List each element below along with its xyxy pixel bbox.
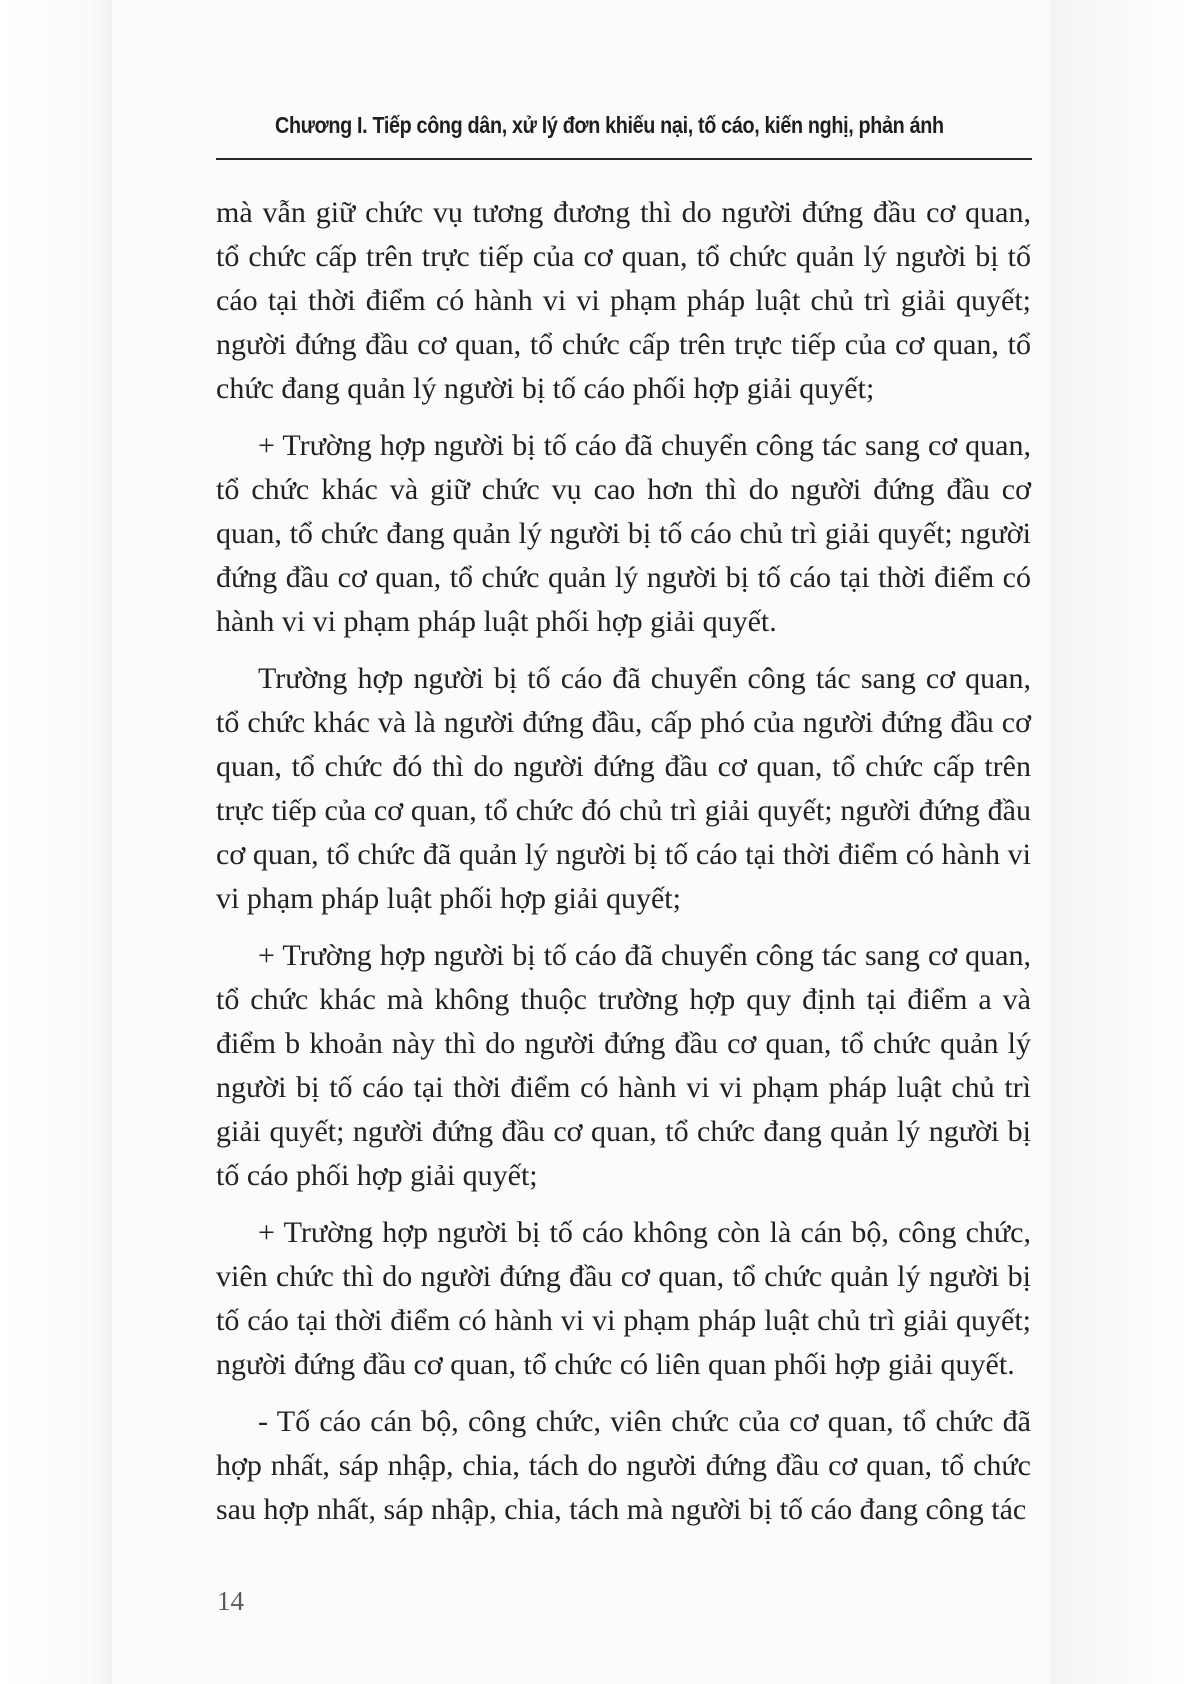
paragraph: Trường hợp người bị tố cáo đã chuyển công tác sang cơ quan, tổ chức khác và là người đứng đầu, cấp phó của người đứng đầu cơ quan, tổ chức đó thì do người đứng đầu cơ quan, tổ chức cấp trên trực tiếp của cơ quan, tổ chức đó chủ trì giải quyết; người đứng đầu cơ quan, tổ chức đã quản lý người bị tố cáo tại thời điểm có hành vi vi phạm pháp luật phối hợp giải quyết; (216, 662, 1031, 915)
paragraph: mà vẫn giữ chức vụ tương đương thì do người đứng đầu cơ quan, tổ chức cấp trên trực tiếp của cơ quan, tổ chức quản lý người bị tố cáo tại thời điểm có hành vi vi phạm pháp luật chủ trì giải quyết; người đứng đầu cơ quan, tổ chức cấp trên trực tiếp của cơ quan, tổ chức đang quản lý người bị tố cáo phối hợp giải quyết; (216, 196, 1031, 405)
paragraph: + Trường hợp người bị tố cáo không còn là cán bộ, công chức, viên chức thì do người đứng đầu cơ quan, tổ chức quản lý người bị tố cáo tại thời điểm có hành vi vi phạm pháp luật chủ trì giải quyết; người đứng đầu cơ quan, tổ chức có liên quan phối hợp giải quyết. (216, 1216, 1031, 1381)
scan-margin-right (1050, 0, 1190, 1684)
page-number: 14 (217, 1586, 244, 1616)
body-text (216, 191, 1031, 1545)
paragraph: - Tố cáo cán bộ, công chức, viên chức của cơ quan, tổ chức đã hợp nhất, sáp nhập, chia, tách do người đứng đầu cơ quan, tổ chức sau hợp nhất, sáp nhập, chia, tách mà người bị tố cáo đang công tác (216, 1405, 1031, 1526)
paragraph: + Trường hợp người bị tố cáo đã chuyển công tác sang cơ quan, tổ chức khác và giữ chức vụ cao hơn thì do người đứng đầu cơ quan, tổ chức đang quản lý người bị tố cáo chủ trì giải quyết; người đứng đầu cơ quan, tổ chức quản lý người bị tố cáo tại thời điểm có hành vi vi phạm pháp luật phối hợp giải quyết. (216, 429, 1031, 638)
header-divider (216, 158, 1032, 160)
scan-margin-left (0, 0, 112, 1684)
paragraph: + Trường hợp người bị tố cáo đã chuyển công tác sang cơ quan, tổ chức khác mà không thuộc trường hợp quy định tại điểm a và điểm b khoản này thì do người đứng đầu cơ quan, tổ chức quản lý người bị tố cáo tại thời điểm có hành vi vi phạm pháp luật chủ trì giải quyết; người đứng đầu cơ quan, tổ chức đang quản lý người bị tố cáo phối hợp giải quyết; (216, 939, 1031, 1192)
chapter-header: Chương I. Tiếp công dân, xử lý đơn khiếu nại, tố cáo, kiến nghị, phản ánh (275, 112, 944, 138)
